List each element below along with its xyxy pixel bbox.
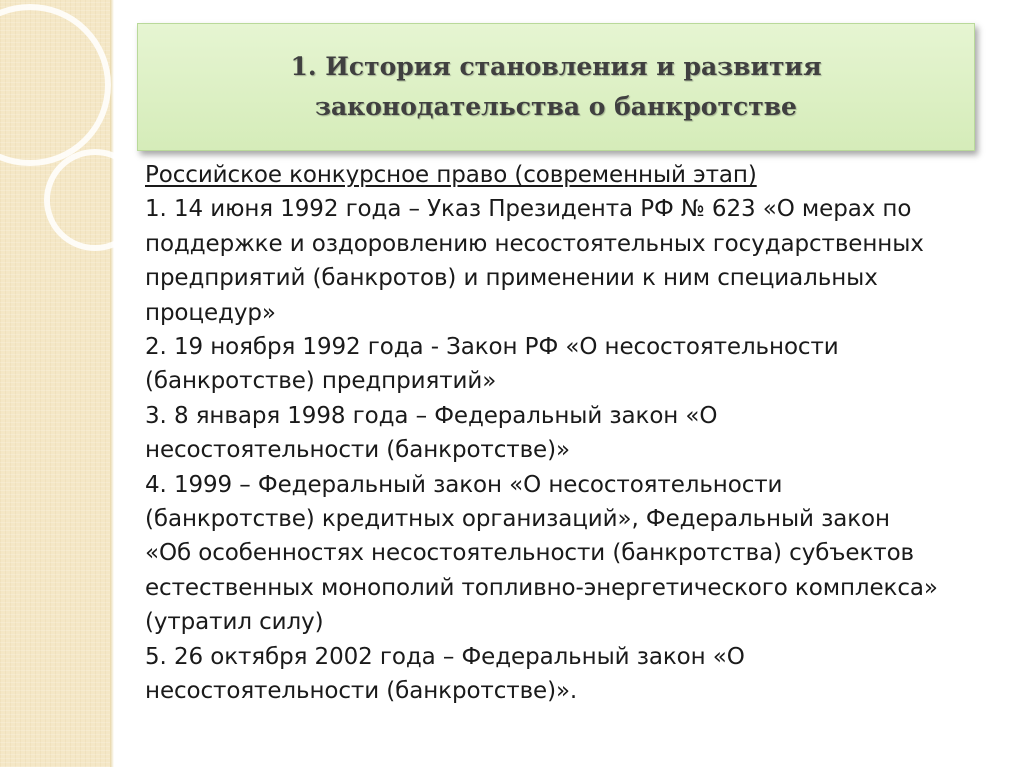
body-line: 1. 14 июня 1992 года – Указ Президента РФ № 623 «О мерах по — [145, 196, 912, 223]
decorative-circle-small — [47, 152, 140, 248]
body-line: 5. 26 октября 2002 года – Федеральный закон «О — [145, 643, 745, 670]
body-line: 2. 19 ноября 1992 года - Закон РФ «О несостоятельности — [145, 334, 839, 361]
body-line: (банкротстве) кредитных организаций», Федеральный закон — [145, 506, 890, 533]
title-box — [137, 23, 975, 151]
body-text — [145, 158, 1017, 709]
body-line: поддержке и оздоровлению несостоятельных государственных — [145, 230, 924, 257]
body-line: 4. 1999 – Федеральный закон «О несостоятельности — [145, 471, 783, 498]
slide-title-line-2: законодательства о банкротстве — [315, 92, 797, 121]
body-line: процедур» — [145, 299, 276, 326]
body-line: предприятий (банкротов) и применении к ним специальных — [145, 265, 878, 292]
slide-title-line-1: 1. История становления и развития — [290, 52, 822, 81]
body-line: «Об особенностях несостоятельности (банкротства) субъектов — [145, 540, 915, 567]
body-line: естественных монополий топливно-энергетического комплекса» — [145, 574, 938, 601]
decorative-circles — [0, 0, 140, 300]
section-subheading: Российское конкурсное право (современный этап) — [145, 162, 757, 188]
body-line: (утратил силу) — [145, 609, 324, 636]
body-line: (банкротстве) предприятий» — [145, 368, 497, 395]
body-line: несостоятельности (банкротстве)». — [145, 678, 578, 705]
body-line: несостоятельности (банкротстве)» — [145, 437, 570, 464]
body-line: 3. 8 января 1998 года – Федеральный закон «О — [145, 402, 718, 429]
decorative-circle-large — [0, 7, 108, 163]
